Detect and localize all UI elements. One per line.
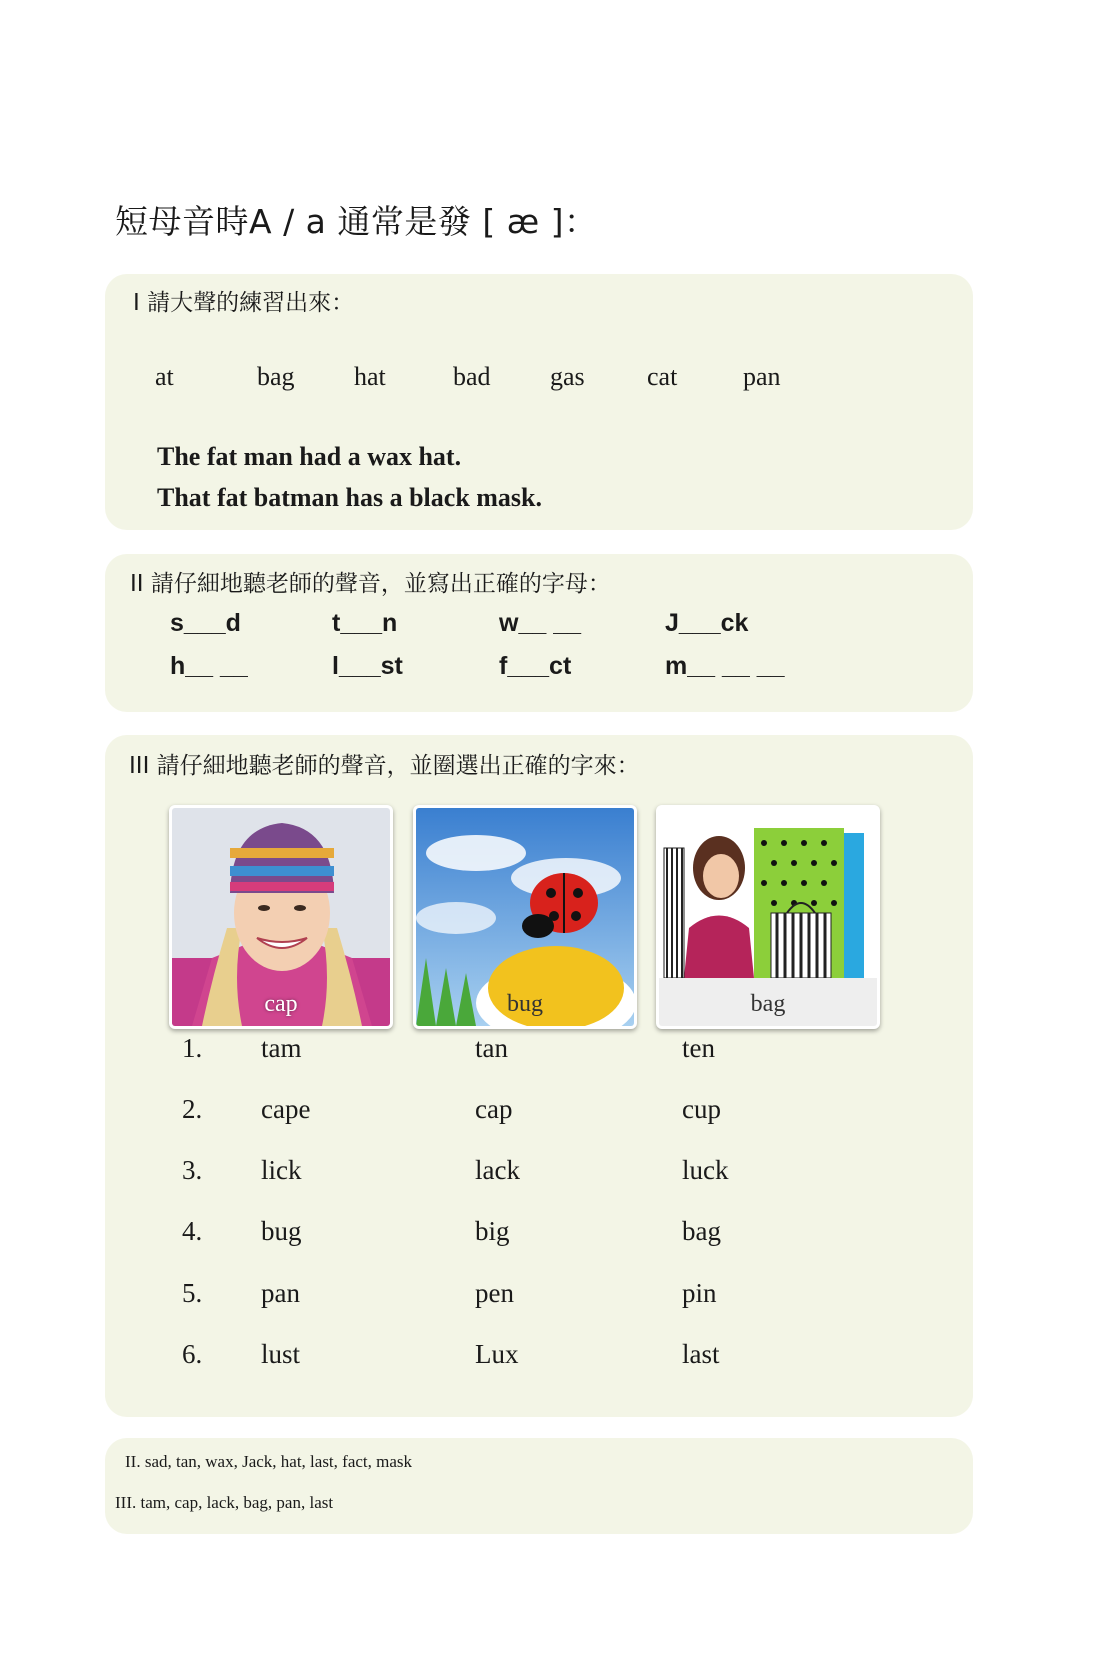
question-number: 3.	[182, 1155, 203, 1185]
question-number: 4.	[182, 1216, 203, 1246]
practice-word: bad	[453, 362, 491, 391]
question-row	[105, 1033, 973, 1073]
fill-blank-item: w__ __	[499, 609, 582, 637]
fill-blank-item: m__ __ __	[665, 652, 785, 680]
question-number: 5.	[182, 1278, 203, 1308]
practice-word: bag	[257, 362, 295, 391]
answer-option[interactable]: tam	[261, 1033, 302, 1063]
page-title: 短母音時A / a 通常是發 [ æ ]：	[115, 202, 598, 241]
answer-option[interactable]: tan	[475, 1033, 508, 1063]
answer-option[interactable]: lack	[475, 1155, 520, 1185]
practice-word: at	[155, 362, 174, 391]
question-row	[105, 1094, 973, 1134]
fill-blank-item: h__ __	[170, 652, 248, 680]
section3-heading: III 請仔細地聽老師的聲音，並圈選出正確的字來：	[129, 753, 640, 779]
answer-option[interactable]: ten	[682, 1033, 715, 1063]
answer-key-line: III. tam, cap, lack, bag, pan, last	[115, 1493, 334, 1512]
practice-word: gas	[550, 362, 585, 391]
section-circle-words	[105, 735, 973, 1417]
question-row	[105, 1278, 973, 1318]
section-practice-aloud	[105, 274, 973, 530]
answer-option[interactable]: cup	[682, 1094, 721, 1124]
question-row	[105, 1155, 973, 1195]
question-row	[105, 1216, 973, 1256]
answer-key	[105, 1438, 973, 1534]
practice-word: pan	[743, 362, 781, 391]
question-row	[105, 1339, 973, 1379]
fill-blank-item: s___d	[170, 609, 241, 637]
question-number: 2.	[182, 1094, 203, 1124]
fill-blank-item: f___ct	[499, 652, 572, 680]
answer-option[interactable]: Lux	[475, 1339, 519, 1369]
answer-key-line: II. sad, tan, wax, Jack, hat, last, fact, mask	[125, 1452, 413, 1471]
woman-with-shopping-bags-photo	[656, 805, 880, 1029]
answer-option[interactable]: luck	[682, 1155, 729, 1185]
fill-blank-item: J___ck	[665, 609, 749, 637]
answer-option[interactable]: bug	[261, 1216, 302, 1246]
answer-option[interactable]: pan	[261, 1278, 300, 1308]
answer-option[interactable]: bag	[682, 1216, 721, 1246]
photo-caption: bag	[750, 991, 786, 1017]
answer-option[interactable]: big	[475, 1216, 510, 1246]
photo-caption: bug	[507, 991, 543, 1017]
girl-in-knit-hat-photo	[169, 805, 393, 1029]
practice-word: cat	[647, 362, 678, 391]
section-fill-letters	[105, 554, 973, 712]
question-number: 1.	[182, 1033, 203, 1063]
photo-caption: cap	[264, 991, 298, 1017]
practice-word: hat	[354, 362, 386, 391]
answer-option[interactable]: lick	[261, 1155, 302, 1185]
fill-blank-item: t___n	[332, 609, 398, 637]
answer-option[interactable]: cape	[261, 1094, 311, 1124]
answer-option[interactable]: cap	[475, 1094, 513, 1124]
answer-option[interactable]: last	[682, 1339, 720, 1369]
section2-heading: II 請仔細地聽老師的聲音，並寫出正確的字母：	[130, 571, 611, 597]
practice-sentence: The fat man had a wax hat.	[157, 442, 462, 471]
answer-option[interactable]: pen	[475, 1278, 514, 1308]
ladybug-on-flower-photo	[413, 805, 637, 1029]
fill-blank-item: l___st	[332, 652, 403, 680]
practice-sentence: That fat batman has a black mask.	[157, 483, 543, 512]
answer-option[interactable]: pin	[682, 1278, 717, 1308]
answer-option[interactable]: lust	[261, 1339, 301, 1369]
section1-heading: I 請大聲的練習出來：	[133, 290, 355, 316]
question-number: 6.	[182, 1339, 203, 1369]
